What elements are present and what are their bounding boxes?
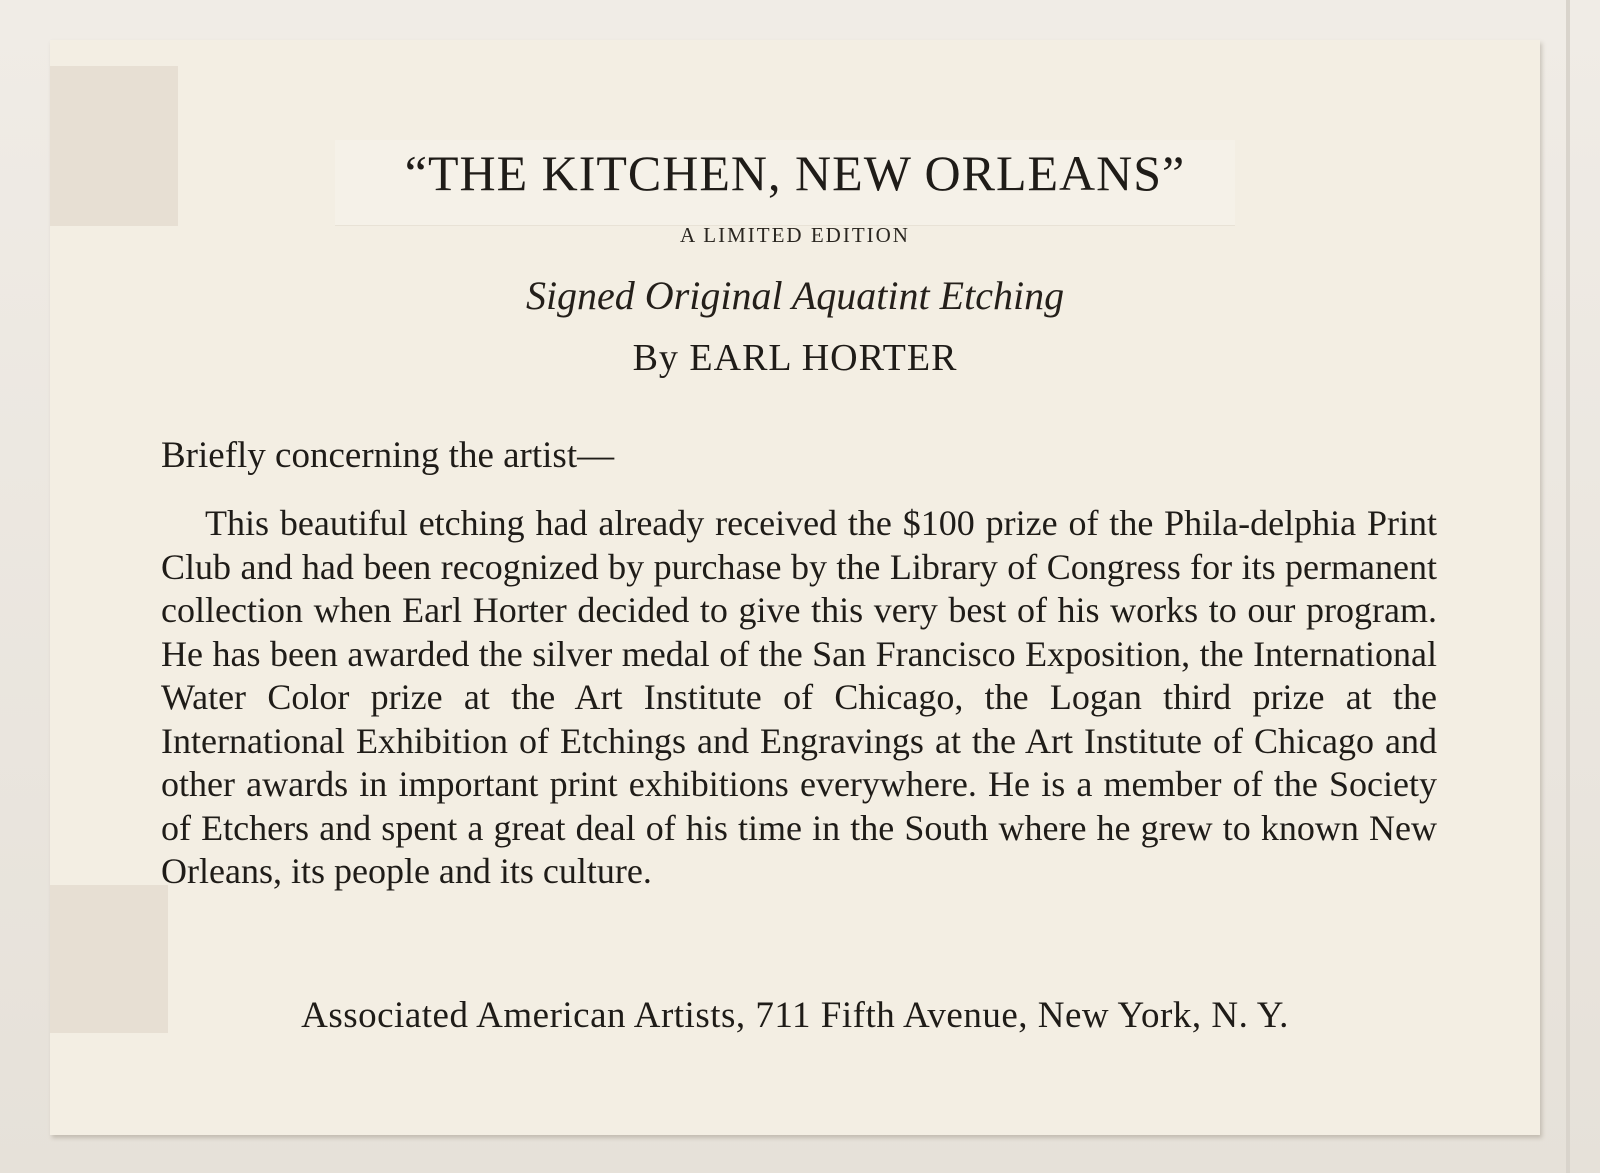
card-title: “THE KITCHEN, NEW ORLEANS”: [404, 145, 1186, 201]
sleeve-edge: [1566, 0, 1570, 1173]
artist-biography: This beautiful etching had already received the $100 prize of the Phila-delphia Print Club and had been recognized by purchase by the Library of Congress for its permanent collection when Earl Horter decided to give this very best of his works to our program. He has been awarded the silver medal of the San Francisco Exposition, the International Water Color prize at the Art Institute of Chicago, the Logan third prize at the International Exhibition of Etchings and Engravings at the Art Institute of Chicago and other awards in important print exhibitions everywhere. He is a member of the Society of Etchers and spent a great deal of his time in the South where he grew to known New Orleans, its people and its culture.: [161, 503, 1437, 891]
publisher-address: Associated American Artists, 711 Fifth Avenue, New York, N. Y.: [301, 995, 1289, 1036]
card-subtitle: Signed Original Aquatint Etching: [525, 273, 1065, 318]
info-card: [50, 40, 1540, 1135]
artist-byline: By EARL HORTER: [632, 337, 958, 379]
intro-line: Briefly concerning the artist—: [161, 435, 615, 476]
edition-label: A LIMITED EDITION: [680, 223, 910, 247]
